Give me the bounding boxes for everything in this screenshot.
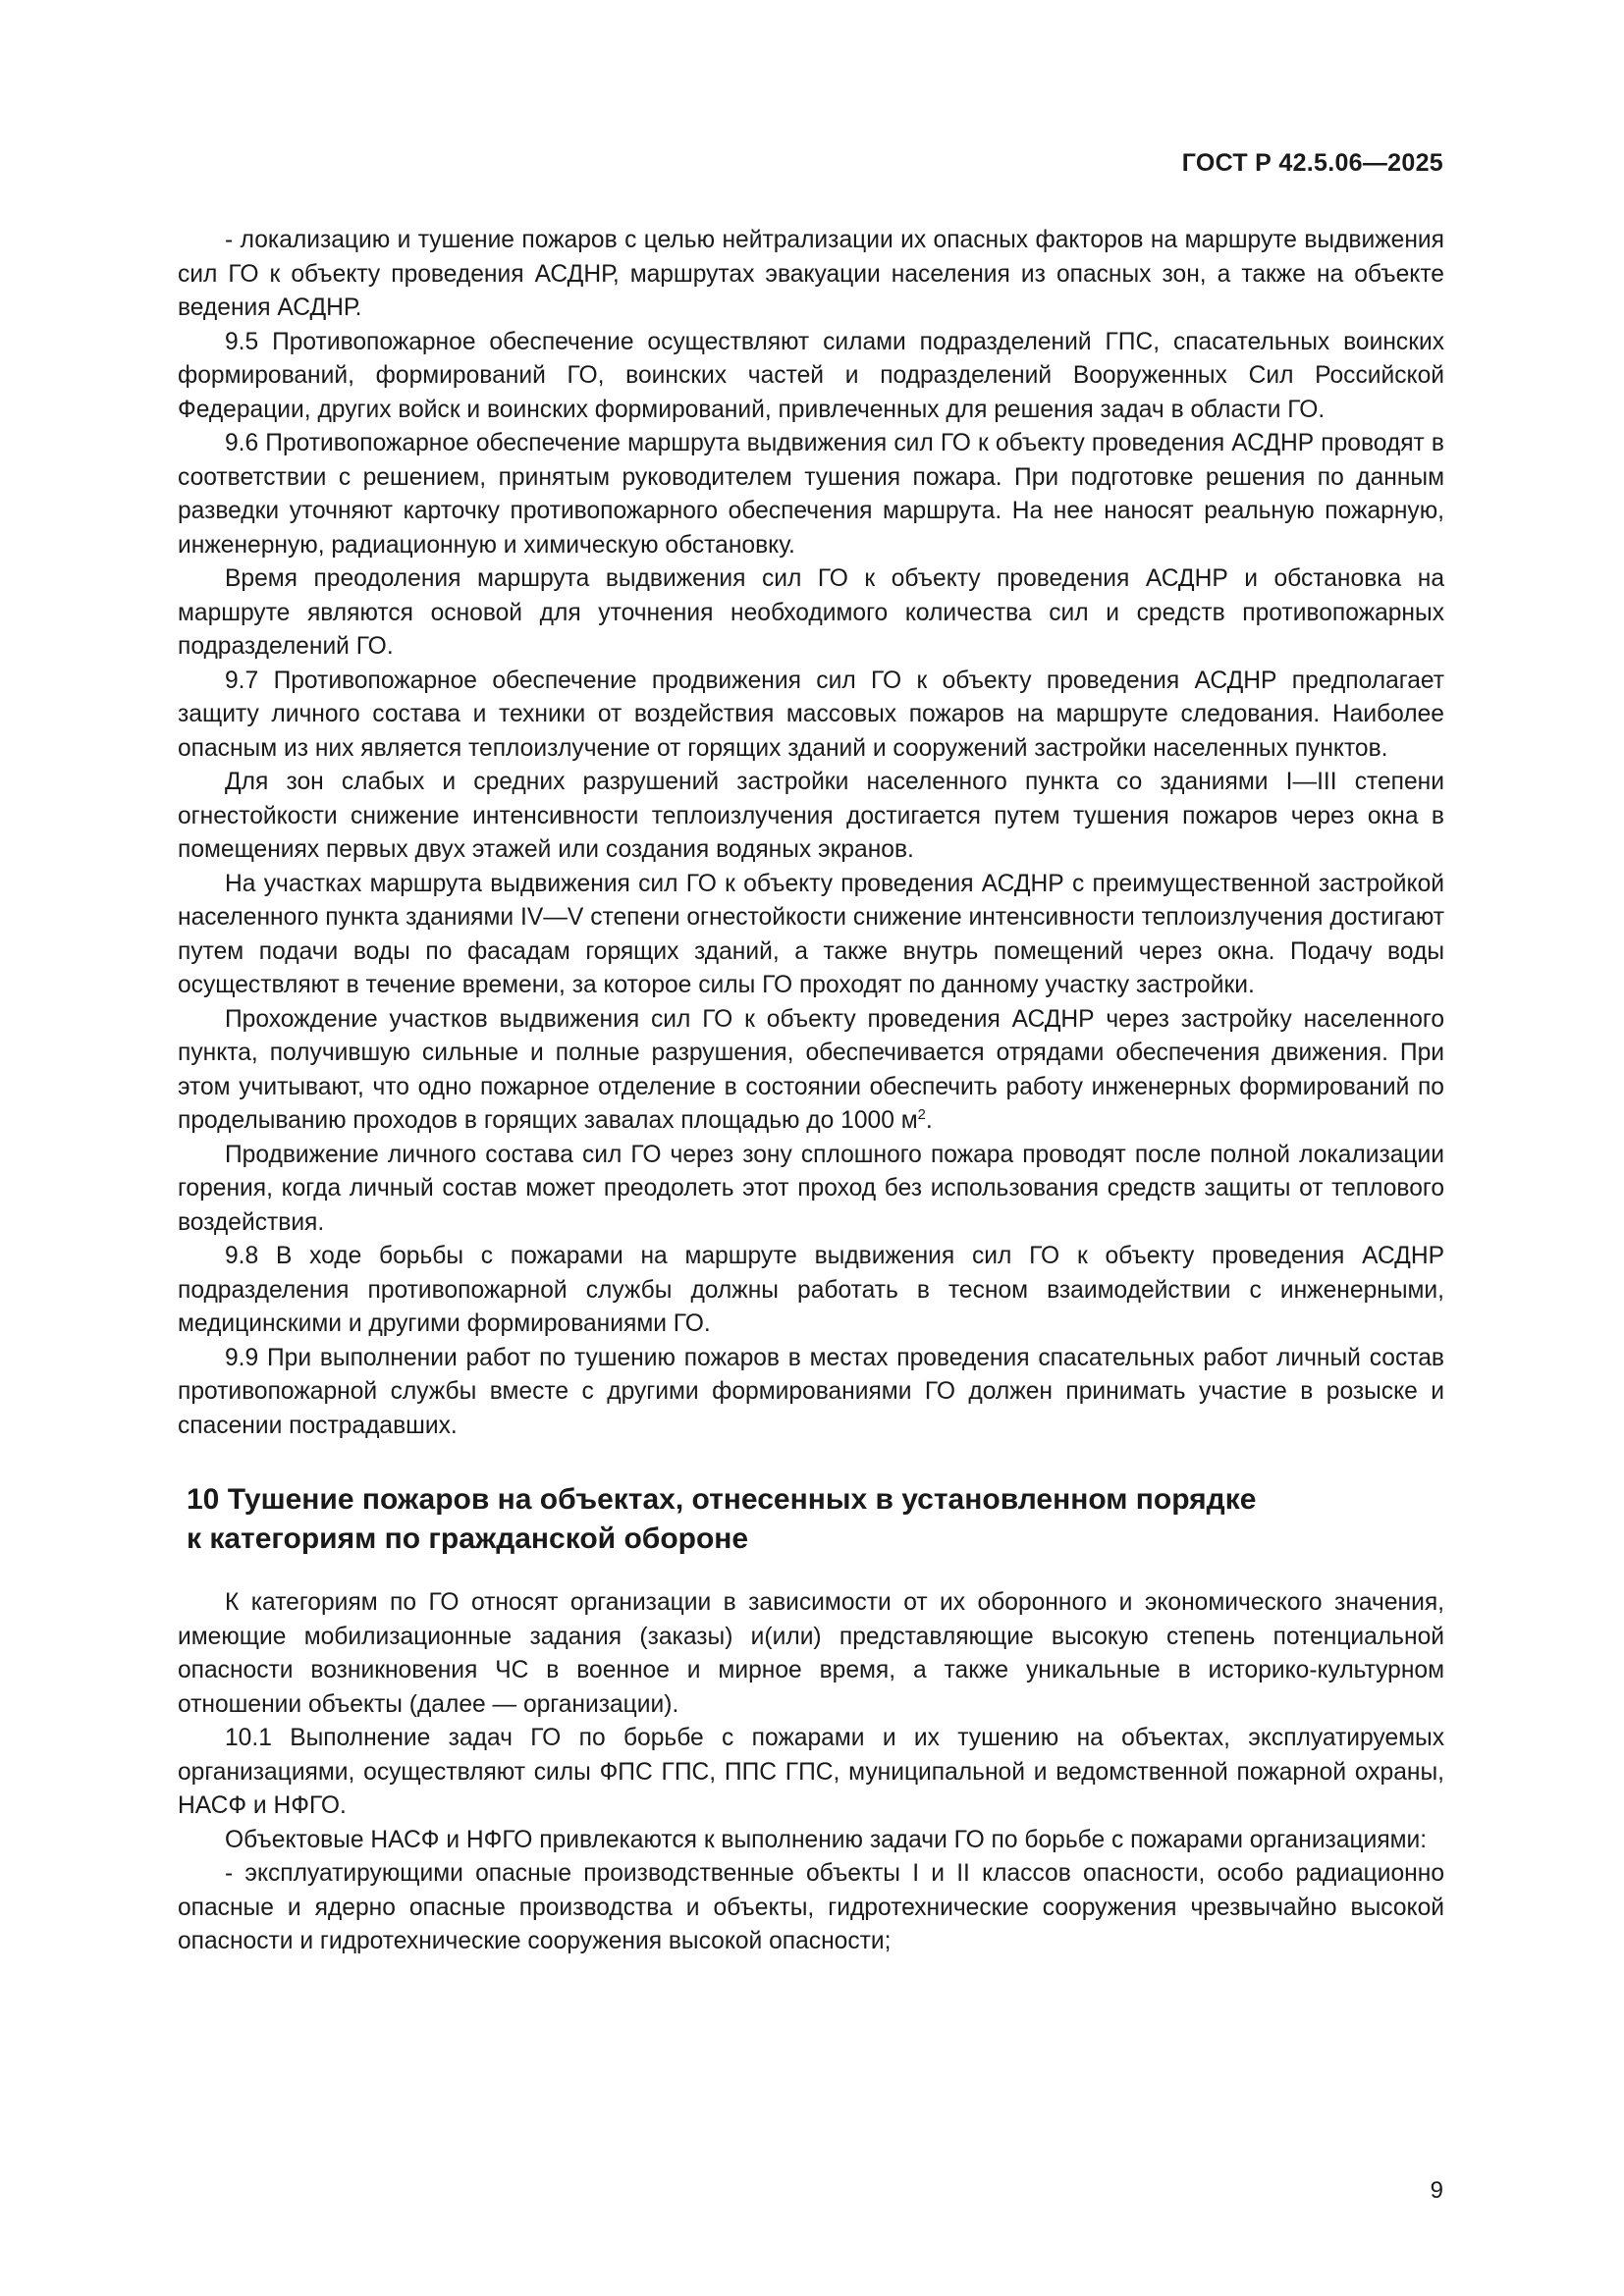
paragraph-10-1: 10.1 Выполнение задач ГО по борьбе с пожарами и их тушению на объектах, эксплуатируемых организациями, осуществляют силы ФПС ГПС, ППС ГПС, муниципальной и ведомственной пожарной охраны, НАСФ и НФГО. — [178, 1725, 1444, 1819]
paragraph-passage-area-tail: . — [925, 1107, 933, 1134]
section-10-heading — [178, 1480, 1444, 1559]
paragraph-9-8: 9.8 В ходе борьбы с пожарами на маршруте выдвижения сил ГО к объекту проведения АСДНР подразделения противопожарной службы должны работать в тесном взаимодействии с инженерными, медицинскими и другими формированиями ГО. — [178, 1243, 1444, 1337]
paragraph-passage-area-text: Прохождение участков выдвижения сил ГО к объекту проведения АСДНР через застройку населенного пункта, получившую сильные и полные разрушения, обеспечивается отрядами обеспечения движения. При этом учитывают, что одно пожарное отделение в состоянии обеспечить работу инженерных формирований по проделыванию проходов в горящих завалах площадью до 1000 м — [178, 1005, 1444, 1134]
paragraph-continuous-fire: Продвижение личного состава сил ГО через зону сплошного пожара проводят после полной локализации горения, когда личный состав может преодолеть этот проход без использования средств защиты от теплового воздействия. — [178, 1141, 1444, 1236]
paragraph-9-5: 9.5 Противопожарное обеспечение осуществляют силами подразделений ГПС, спасательных воинских формирований, формирований ГО, воинских частей и подразделений Вооруженных Сил Российской Федерации, других войск и воинских формирований, привлеченных для решения задач в области ГО. — [178, 328, 1444, 423]
paragraph-9-7: 9.7 Противопожарное обеспечение продвижения сил ГО к объекту проведения АСДНР предполагает защиту личного состава и техники от воздействия массовых пожаров на маршруте следования. Наиболее опасным из них является теплоизлучение от горящих зданий и сооружений застройки населенных пунктов. — [178, 667, 1444, 762]
paragraph-object-nasf: Объектовые НАСФ и НФГО привлекаются к выполнению задачи ГО по борьбе с пожарами организациями: — [225, 1826, 1428, 1853]
paragraph-passage-area — [178, 1003, 1444, 1139]
area-unit-superscript: 2 — [917, 1106, 926, 1123]
paragraph-9-9: 9.9 При выполнении работ по тушению пожаров в местах проведения спасательных работ личный состав противопожарной службы вместе с другими формированиями ГО должен принимать участие в розыске и спасении пострадавших. — [178, 1344, 1444, 1439]
section-10-heading-line1: 10 Тушение пожаров на объектах, отнесенных в установленном порядке — [187, 1483, 1257, 1516]
document-standard-code: ГОСТ Р 42.5.06—2025 — [1181, 149, 1443, 177]
paragraph-go-categories: К категориям по ГО относят организации в зависимости от их оборонного и экономического значения, имеющие мобилизационные задания (заказы) и(или) представляющие высокую степень потенциальной опасности возникновения ЧС в военное и мирное время, а также уникальные в историко-культурном отношении объекты (далее — организации). — [178, 1589, 1444, 1718]
section-10-heading-line2: к категориям по гражданской обороне — [187, 1522, 749, 1555]
page-number: 9 — [1430, 2177, 1443, 2204]
paragraph-localization: - локализацию и тушение пожаров с целью нейтрализации их опасных факторов на маршруте выдвижения сил ГО к объекту проведения АСДНР, маршрутах эвакуации населения из опасных зон, а также на объекте ведения АСДНР. — [178, 227, 1444, 321]
paragraph-weak-damage-zones: Для зон слабых и средних разрушений застройки населенного пункта со зданиями I—III степени огнестойкости снижение интенсивности теплоизлучения достигается путем тушения пожаров через окна в помещениях первых двух этажей или создания водяных экранов. — [178, 769, 1444, 863]
paragraph-9-6: 9.6 Противопожарное обеспечение маршрута выдвижения сил ГО к объекту проведения АСДНР проводят в соответствии с решением, принятым руководителем тушения пожара. При подготовке решения по данным разведки уточняют карточку противопожарного обеспечения маршрута. На нее наносят реальную пожарную, инженерную, радиационную и химическую обстановку. — [178, 430, 1444, 559]
paragraph-hazardous-objects: - эксплуатирующими опасные производственные объекты I и II классов опасности, особо радиационно опасные и ядерно опасные производства и объекты, гидротехнические сооружения чрезвычайно высокой опасности и гидротехнические сооружения высокой опасности; — [178, 1860, 1444, 1954]
document-body — [178, 224, 1444, 1959]
paragraph-route-time: Время преодоления маршрута выдвижения сил ГО к объекту проведения АСДНР и обстановка на маршруте являются основой для уточнения необходимого количества сил и средств противопожарных подразделений ГО. — [178, 565, 1444, 660]
paragraph-route-sections: На участках маршрута выдвижения сил ГО к объекту проведения АСДНР с преимущественной застройкой населенного пункта зданиями IV—V степени огнестойкости снижение интенсивности теплоизлучения достигают путем подачи воды по фасадам горящих зданий, а также внутрь помещений через окна. Подачу воды осуществляют в течение времени, за которое силы ГО проходят по данному участку застройки. — [178, 870, 1444, 998]
